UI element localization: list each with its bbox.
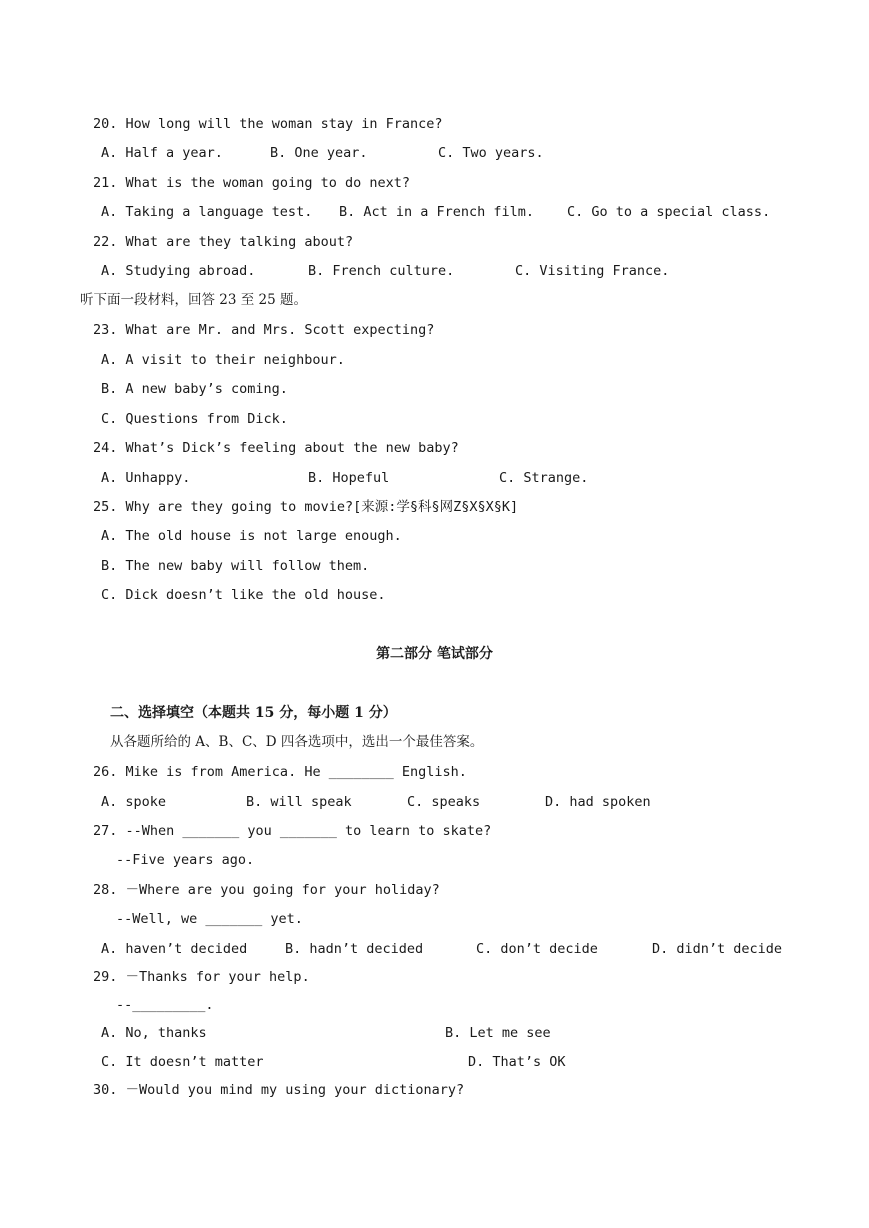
question-29-option-b: B. Let me see bbox=[445, 1025, 551, 1041]
question-20-option-c: C. Two years. bbox=[438, 145, 544, 161]
question-25-option-b: B. The new baby will follow them. bbox=[101, 558, 370, 574]
section-two-title: 二、选择填空（本题共 15 分，每小题 1 分） bbox=[110, 705, 397, 721]
question-24-stem: 24. What’s Dick’s feeling about the new baby? bbox=[93, 440, 459, 456]
question-24-option-a: A. Unhappy. bbox=[101, 470, 191, 486]
question-21-option-b: B. Act in a French film. bbox=[339, 204, 535, 220]
section-two-instruction: 从各题所给的 A、B、C、D 四各选项中，选出一个最佳答案。 bbox=[110, 734, 484, 750]
question-30-stem: 30. －Would you mind my using your dictionary? bbox=[93, 1082, 465, 1098]
part-two-title: 第二部分 笔试部分 bbox=[376, 646, 493, 662]
question-22-option-b: B. French culture. bbox=[308, 263, 455, 279]
question-23-option-b: B. A new baby’s coming. bbox=[101, 381, 288, 397]
question-21-stem: 21. What is the woman going to do next? bbox=[93, 175, 410, 191]
question-28-reply: --Well, we _______ yet. bbox=[116, 911, 303, 927]
question-28-option-d: D. didn’t decide bbox=[652, 941, 783, 957]
question-29-option-c: C. It doesn’t matter bbox=[101, 1054, 264, 1070]
question-28-option-b: B. hadn’t decided bbox=[285, 941, 424, 957]
question-20-option-b: B. One year. bbox=[270, 145, 368, 161]
question-26-stem: 26. Mike is from America. He ________ English. bbox=[93, 764, 467, 780]
question-22-option-a: A. Studying abroad. bbox=[101, 263, 256, 279]
question-28-stem: 28. －Where are you going for your holiday? bbox=[93, 882, 440, 898]
question-27-reply: --Five years ago. bbox=[116, 852, 255, 868]
listening-instruction: 听下面一段材料，回答 23 至 25 题。 bbox=[80, 292, 308, 308]
question-24-option-b: B. Hopeful bbox=[308, 470, 390, 486]
question-26-option-d: D. had spoken bbox=[545, 794, 651, 810]
question-24-option-c: C. Strange. bbox=[499, 470, 589, 486]
question-29-reply: --_________. bbox=[116, 997, 214, 1013]
question-26-option-c: C. speaks bbox=[407, 794, 481, 810]
question-25-option-a: A. The old house is not large enough. bbox=[101, 528, 402, 544]
question-23-stem: 23. What are Mr. and Mrs. Scott expecting? bbox=[93, 322, 435, 338]
question-23-option-c: C. Questions from Dick. bbox=[101, 411, 288, 427]
question-21-option-a: A. Taking a language test. bbox=[101, 204, 313, 220]
question-23-option-a: A. A visit to their neighbour. bbox=[101, 352, 345, 368]
question-29-option-d: D. That’s OK bbox=[468, 1054, 566, 1070]
question-25-option-c: C. Dick doesn’t like the old house. bbox=[101, 587, 386, 603]
question-27-stem: 27. --When _______ you _______ to learn to skate? bbox=[93, 823, 492, 839]
question-29-stem: 29. －Thanks for your help. bbox=[93, 969, 310, 985]
question-26-option-b: B. will speak bbox=[246, 794, 352, 810]
question-20-option-a: A. Half a year. bbox=[101, 145, 223, 161]
question-26-option-a: A. spoke bbox=[101, 794, 167, 810]
question-21-option-c: C. Go to a special class. bbox=[567, 204, 771, 220]
question-22-option-c: C. Visiting France. bbox=[515, 263, 670, 279]
question-22-stem: 22. What are they talking about? bbox=[93, 234, 354, 250]
question-28-option-c: C. don’t decide bbox=[476, 941, 598, 957]
question-28-option-a: A. haven’t decided bbox=[101, 941, 248, 957]
question-29-option-a: A. No, thanks bbox=[101, 1025, 207, 1041]
question-20-stem: 20. How long will the woman stay in France? bbox=[93, 116, 443, 132]
question-25-stem: 25. Why are they going to movie?[来源:学§科§网Z§X§X§K] bbox=[93, 499, 519, 515]
